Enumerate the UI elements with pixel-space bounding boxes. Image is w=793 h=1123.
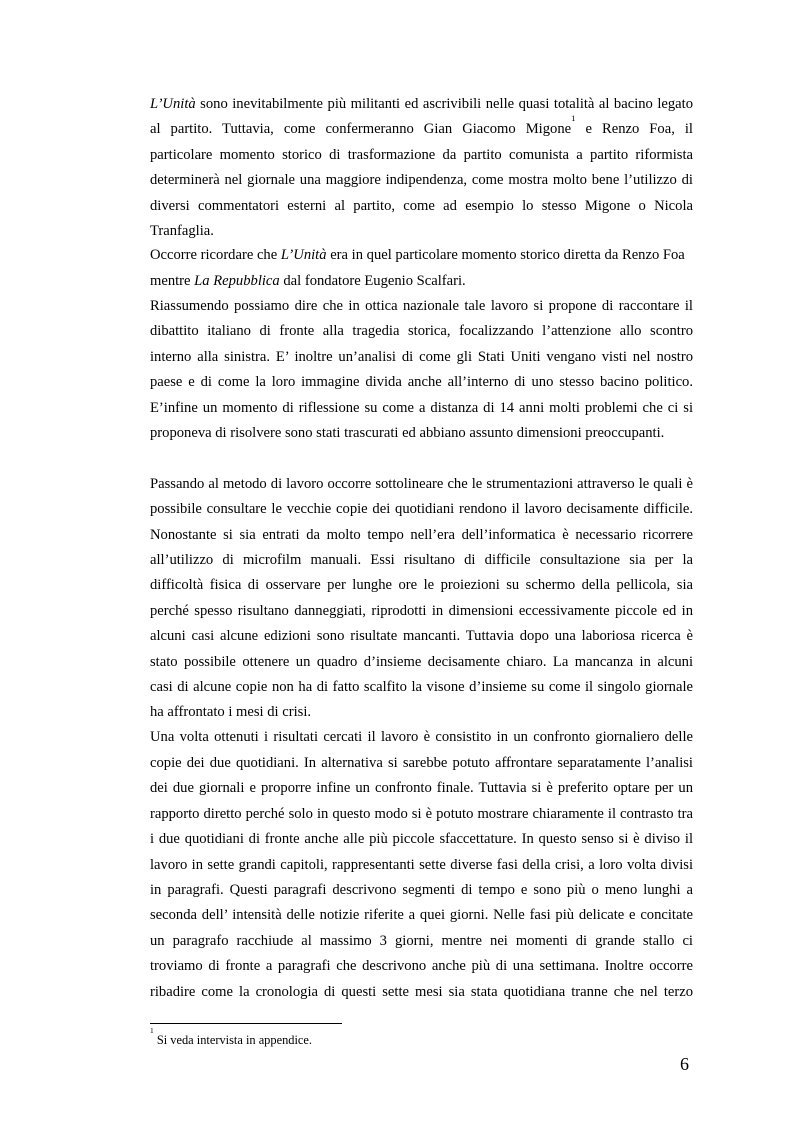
- body-line: dibattito italiano di fronte alla tragedia storica, focalizzando l’attenzione allo scontro: [150, 323, 693, 339]
- body-line: stato possibile ottenere un quadro d’insieme decisamente chiaro. La mancanza in alcuni: [150, 654, 693, 670]
- body-line: Nonostante si sia entrati da molto tempo nell’era dell’informatica è necessario ricorrere: [150, 527, 693, 543]
- page-number: 6: [680, 1054, 689, 1074]
- body-line: possibile consultare le vecchie copie dei quotidiani rendono il lavoro decisamente difficile.: [150, 501, 693, 517]
- newspaper-title: L’Unità: [150, 96, 196, 112]
- body-line: i due quotidiani di fronte anche alle più piccole sfaccettature. In questo senso si è diviso il: [150, 831, 693, 847]
- body-line: E’infine un momento di riflessione su come a distanza di 14 anni molti problemi che ci si: [150, 400, 693, 416]
- body-line: copie dei due quotidiani. In alternativa si sarebbe potuto affrontare separatamente l’analisi: [150, 755, 693, 771]
- footnote-marker: 1: [150, 1025, 154, 1035]
- body-line: ha affrontato i mesi di crisi.: [150, 704, 312, 720]
- body-line: perché spesso risultano danneggiati, riprodotti in dimensioni eccessivamente piccole ed in: [150, 603, 693, 619]
- body-line: al partito. Tuttavia, come confermeranno Gian Giacomo Migone$^1$ e Renzo Foa, il: [150, 113, 693, 137]
- body-line: rapporto diretto perché solo in questo modo si è potuto mostrare chiaramente il contrasto tra: [150, 806, 693, 822]
- body-line: lavoro in sette grandi capitoli, rappresentanti sette diverse fasi della crisi, a loro volta divisi: [150, 857, 693, 873]
- newspaper-title: La Repubblica: [194, 273, 280, 289]
- body-line: Riassumendo possiamo dire che in ottica nazionale tale lavoro si propone di raccontare il: [150, 298, 693, 314]
- body-line: interno alla sinistra. E’ inoltre un’analisi di come gli Stati Uniti vengano visti nel nostro: [150, 349, 693, 365]
- footnote-divider: [150, 1023, 342, 1024]
- body-line: determinerà nel giornale una maggiore indipendenza, come mostra molto bene l’utilizzo di: [150, 172, 693, 188]
- body-line: all’utilizzo di microfilm manuali. Essi risultano di difficile consultazione sia per la: [150, 552, 693, 568]
- footnote-reference[interactable]: 1: [571, 113, 576, 124]
- body-line: difficoltà fisica di osservare per lunghe ore le proiezioni su schermo della pellicola, sia: [150, 577, 693, 593]
- body-line: ribadire come la cronologia di questi sette mesi sia stata quotidiana tranne che nel terzo: [150, 984, 693, 1000]
- body-line: Una volta ottenuti i risultati cercati il lavoro è consistito in un confronto giornaliero delle: [150, 729, 693, 745]
- body-line: dei due giornali e proporre infine un confronto finale. Tuttavia si è preferito optare per un: [150, 780, 693, 796]
- body-line: seconda dell’ intensità delle notizie riferite a quei giorni. Nelle fasi più delicate e concitate: [150, 907, 693, 923]
- newspaper-title: L’Unità: [280, 247, 327, 263]
- body-line: Occorre ricordare che L’Unità era in quel particolare momento storico diretta da Renzo Foa: [150, 247, 685, 263]
- body-line: Tranfaglia.: [150, 223, 214, 239]
- body-line: alcuni casi alcune edizioni sono risultate mancanti. Tuttavia dopo una laboriosa ricerca è: [150, 628, 693, 644]
- body-line: troviamo di fronte a paragrafi che descrivono anche più di una settimana. Inoltre occorre: [150, 958, 693, 974]
- body-line: particolare momento storico di trasformazione da partito comunista a partito riformista: [150, 147, 693, 163]
- body-line: mentre La Repubblica dal fondatore Eugenio Scalfari.: [150, 273, 466, 289]
- body-line: un paragrafo racchiude al massimo 3 giorni, mentre nei momenti di grande stallo ci: [150, 933, 693, 949]
- body-line: casi di alcune copie non ha di fatto scalfito la visone d’insieme su come il singolo giornale: [150, 679, 693, 695]
- body-line: L’Unità sono inevitabilmente più militanti ed ascrivibili nelle quasi totalità al bacino legato: [150, 96, 693, 112]
- body-line: in paragrafi. Questi paragrafi descrivono segmenti di tempo e sono più o meno lunghi a: [150, 882, 693, 898]
- footnote-text: Si veda intervista in appendice.: [156, 1033, 313, 1047]
- body-line: diversi commentatori esterni al partito, come ad esempio lo stesso Migone o Nicola: [150, 198, 693, 214]
- body-line: proponeva di risolvere sono stati trascurati ed abbiano assunto dimensioni preoccupanti.: [150, 425, 665, 441]
- body-line: Passando al metodo di lavoro occorre sottolineare che le strumentazioni attraverso le quali è: [150, 476, 693, 492]
- body-line: paese e di come la loro immagine divida anche all’interno di uno stesso bacino politico.: [150, 374, 693, 390]
- footnote: [150, 1025, 313, 1048]
